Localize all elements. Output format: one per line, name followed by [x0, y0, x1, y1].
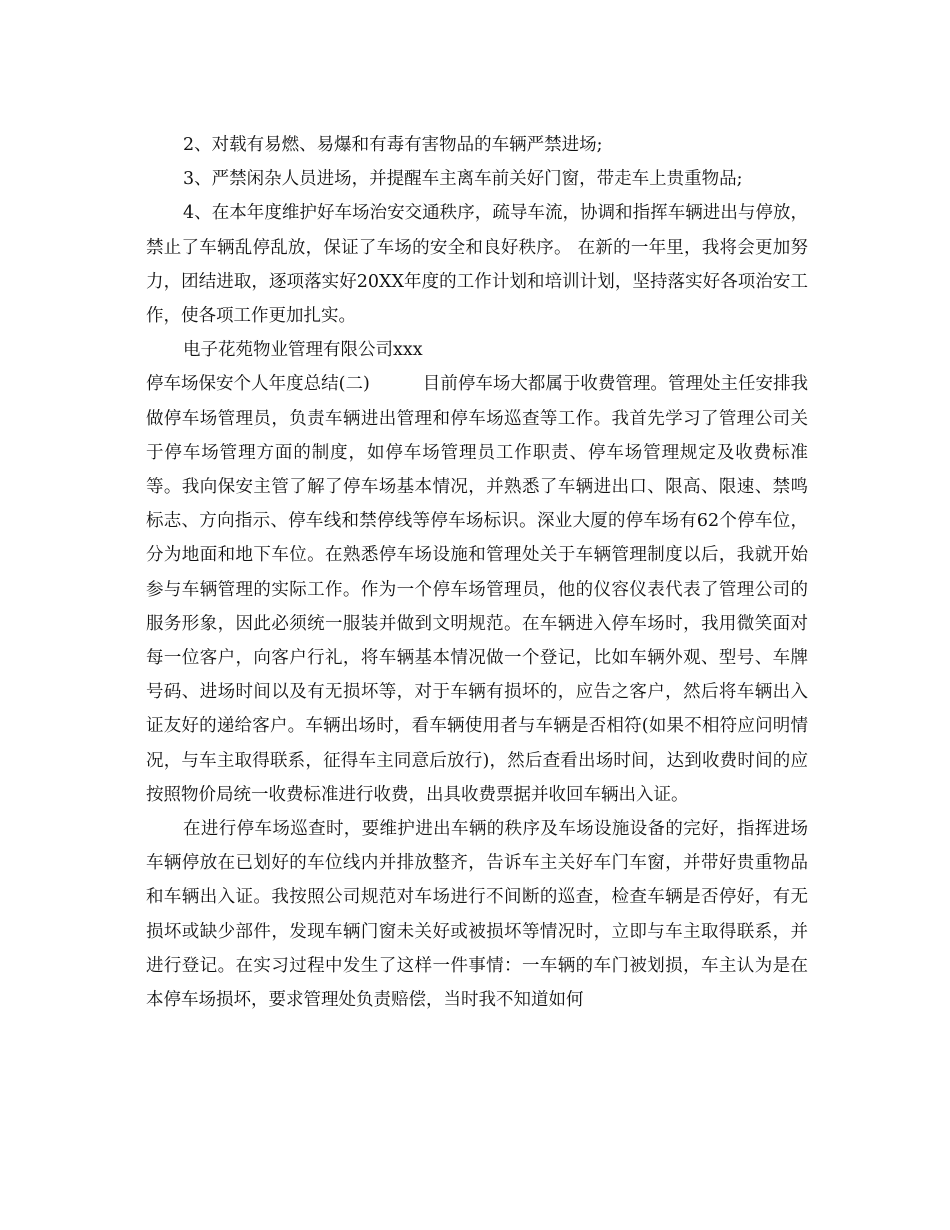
- paragraph-item-2: 2、对载有易燃、易爆和有毒有害物品的车辆严禁进场;: [183, 135, 603, 155]
- section-two-body: 目前停车场大都属于收费管理。管理处主任安排我做停车场管理员，负责车辆进出管理和停车场巡查等工作。我首先学习了管理公司关于停车场管理方面的制度，如停车场管理员工作职责、停车场管理规定及收费标准等。我向保安主管了解了停车场基本情况，并熟悉了车辆进出口、限高、限速、禁鸣标志、方向指示、停车线和禁停线等停车场标识。深业大厦的停车场有62个停车位，分为地面和地下车位。在熟悉停车场设施和管理处关于车辆管理制度以后，我就开始参与车辆管理的实际工作。作为一个停车场管理员，他的仪容仪表代表了管理公司的服务形象，因此必须统一服装并做到文明规范。在车辆进入停车场时，我用微笑面对每一位客户，向客户行礼，将车辆基本情况做一个登记，比如车辆外观、型号、车牌号码、进场时间以及有无损坏等，对于车辆有损坏的，应告之客户，然后将车辆出入证友好的递给客户。车辆出场时，看车辆使用者与车辆是否相符(如果不相符应问明情况，与车主取得联系，征得车主同意后放行)，然后查看出场时间，达到收费时间的应按照物价局统一收费标准进行收费，出具收费票据并收回车辆出入证。: [146, 374, 809, 805]
- section-two-paragraph: [146, 367, 808, 812]
- company-signature: 电子花苑物业管理有限公司xxx: [183, 340, 423, 361]
- paragraph-item-3: 3、严禁闲杂人员进场，并提醒车主离车前关好门窗，带走车上贵重物品;: [183, 169, 743, 190]
- paragraph-item-4: 4、在本年度维护好车场治安交通秩序，疏导车流，协调和指挥车辆进出与停放，禁止了车辆乱停乱放，保证了车场的安全和良好秩序。 在新的一年里，我将会更加努力，团结进取，逐项落实好20XX年度的工作计划和培训计划，坚持落实好各项治安工作，使各项工作更加扎实。: [146, 203, 808, 327]
- section-two-title: 停车场保安个人年度总结(二): [146, 374, 370, 395]
- patrol-paragraph: 在进行停车场巡查时，要维护进出车辆的秩序及车场设施设备的完好，指挥进场车辆停放在已划好的车位线内并排放整齐，告诉车主关好车门车窗，并带好贵重物品和车辆出入证。我按照公司规范对车场进行不间断的巡查，检查车辆是否停好，有无损坏或缺少部件，发现车辆门窗未关好或被损坏等情况时，立即与车主取得联系，并进行登记。在实习过程中发生了这样一件事情：一车辆的车门被划损，车主认为是在本停车场损坏，要求管理处负责赔偿，当时我不知道如何: [146, 819, 808, 1011]
